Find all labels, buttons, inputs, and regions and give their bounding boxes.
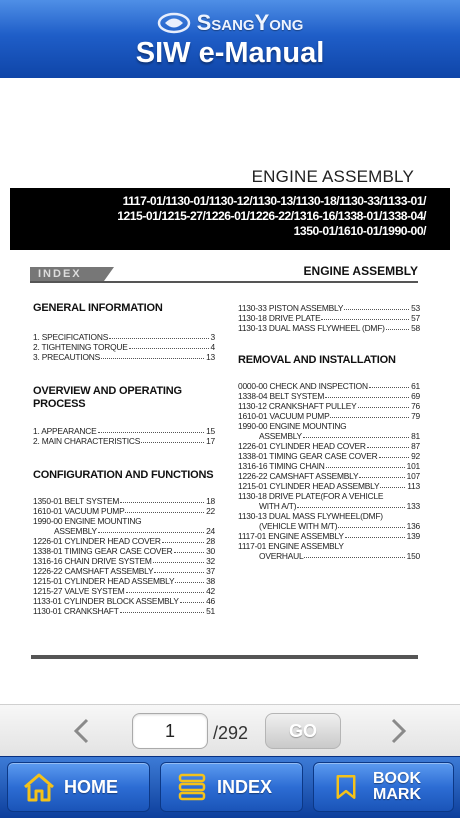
toc-entry-title: 1610-01 VACUUM PUMP — [33, 506, 125, 516]
toc-entry-page: 46 — [206, 596, 215, 606]
dot-leader — [153, 556, 204, 563]
divider — [30, 281, 418, 283]
toc-entry-title: 1990-00 ENGINE MOUNTING — [238, 421, 347, 431]
app-header — [0, 0, 460, 78]
chevron-right-icon[interactable] — [386, 717, 410, 745]
codes-line: 1117-01/1130-01/1130-12/1130-13/1130-18/1130-33/1133-01/ — [122, 194, 426, 208]
toc-entry[interactable] — [33, 516, 215, 526]
toc-entry-page: 92 — [411, 451, 420, 461]
toc-entry[interactable] — [238, 451, 420, 461]
dot-leader — [120, 606, 204, 613]
bottom-navigation — [0, 756, 460, 818]
toc-right-column — [238, 303, 420, 561]
chevron-left-icon[interactable] — [70, 717, 94, 745]
toc-entry-title: 2. MAIN CHARACTERISTICS — [33, 436, 141, 446]
toc-entry-page: 76 — [411, 401, 420, 411]
page-total: /292 — [213, 723, 249, 743]
divider — [31, 655, 418, 659]
toc-entry[interactable] — [238, 461, 420, 471]
toc-entry-page: 30 — [206, 546, 215, 556]
toc-left-column — [33, 302, 215, 616]
toc-entry[interactable] — [238, 531, 420, 541]
dot-leader — [141, 436, 204, 443]
toc-entry[interactable] — [238, 551, 420, 561]
dot-leader — [345, 531, 405, 538]
toc-entry-page: 15 — [206, 426, 215, 436]
toc-entry-title: 1130-18 DRIVE PLATE — [238, 313, 321, 323]
bookmark-label-line: BOOK — [373, 770, 421, 787]
toc-entry-page: 150 — [406, 551, 420, 561]
toc-entry-title: 1130-13 DUAL MASS FLYWHEEL(DMF) — [238, 511, 383, 521]
toc-entry-title: 1316-16 TIMING CHAIN — [238, 461, 325, 471]
codes-line: 1350-01/1610-01/1990-00/ — [293, 224, 426, 238]
dot-leader — [154, 566, 204, 573]
dot-leader — [380, 481, 405, 488]
dot-leader — [120, 496, 204, 503]
toc-entry[interactable] — [238, 471, 420, 481]
toc-entry[interactable] — [33, 596, 215, 606]
toc-entry-title: 1226-01 CYLINDER HEAD COVER — [238, 441, 366, 451]
toc-entry-title: ASSEMBLY — [259, 431, 302, 441]
dot-leader — [304, 551, 404, 558]
dot-leader — [358, 401, 410, 408]
dot-leader — [175, 576, 204, 583]
toc-entry-title: 1215-27 VALVE SYSTEM — [33, 586, 125, 596]
toc-entry-title: 1990-00 ENGINE MOUNTING — [33, 516, 142, 526]
app-title: SIW e-Manual — [135, 37, 325, 69]
toc-entry-title: 1316-16 CHAIN DRIVE SYSTEM — [33, 556, 152, 566]
toc-entry-page: 136 — [406, 521, 420, 531]
toc-entry-title: 0000-00 CHECK AND INSPECTION — [238, 381, 368, 391]
toc-entry-title: 1133-01 CYLINDER BLOCK ASSEMBLY — [33, 596, 179, 606]
dot-leader — [359, 471, 404, 478]
toc-entry-page: 107 — [406, 471, 420, 481]
bookmark-label — [372, 771, 422, 803]
home-button[interactable] — [7, 762, 150, 812]
toc-entry[interactable] — [238, 391, 420, 401]
toc-entry-title: 1338-01 TIMING GEAR CASE COVER — [33, 546, 173, 556]
toc-entry[interactable] — [238, 541, 420, 551]
section-title: OVERVIEW AND OPERATING PROCESS — [33, 385, 182, 410]
index-list-icon — [175, 770, 209, 804]
bookmark-icon — [332, 770, 360, 804]
home-icon — [22, 770, 56, 804]
toc-entry[interactable] — [33, 556, 215, 566]
toc-entry[interactable] — [33, 436, 215, 446]
toc-entry[interactable] — [33, 546, 215, 556]
document-title: ENGINE ASSEMBLY — [251, 167, 414, 186]
toc-entry-title: 1215-01 CYLINDER HEAD ASSEMBLY — [238, 481, 380, 491]
ssangyong-logo-icon — [157, 12, 191, 34]
toc-entry-page: 13 — [206, 352, 215, 362]
toc-entry[interactable] — [238, 491, 420, 501]
toc-entry-page: 79 — [411, 411, 420, 421]
toc-entry-title: 1338-04 BELT SYSTEM — [238, 391, 325, 401]
toc-entry[interactable] — [238, 411, 420, 421]
toc-entry-page: 113 — [407, 481, 420, 491]
toc-entry[interactable] — [33, 506, 215, 516]
toc-entry[interactable] — [238, 401, 420, 411]
toc-entry[interactable] — [33, 352, 215, 362]
toc-entry-page: 28 — [206, 536, 215, 546]
section-title: GENERAL INFORMATION — [33, 302, 163, 314]
dot-leader — [367, 441, 409, 448]
toc-entry-title: 1130-12 CRANKSHAFT PULLEY — [238, 401, 357, 411]
home-label: HOME — [64, 776, 118, 797]
toc-entry-title: 1610-01 VACUUM PUMP — [238, 411, 330, 421]
toc-entry[interactable] — [33, 606, 215, 616]
index-button[interactable] — [160, 762, 303, 812]
page-navigator — [0, 704, 460, 756]
toc-entry-title: 1117-01 ENGINE ASSEMBLY — [238, 541, 344, 551]
toc-entry-title: 1226-22 CAMSHAFT ASSEMBLY — [33, 566, 154, 576]
toc-entry-page: 22 — [206, 506, 215, 516]
toc-entry[interactable] — [238, 431, 420, 441]
toc-entry-title: 3. PRECAUTIONS — [33, 352, 101, 362]
toc-entry-page: 61 — [411, 381, 420, 391]
toc-entry[interactable] — [33, 586, 215, 596]
dot-leader — [126, 586, 204, 593]
toc-entry-title: (VEHICLE WITH M/T) — [259, 521, 338, 531]
toc-entry-title: 1226-01 CYLINDER HEAD COVER — [33, 536, 161, 546]
codes-line: 1215-01/1215-27/1226-01/1226-22/1316-16/1338-01/1338-04/ — [117, 209, 426, 223]
section-title: CONFIGURATION AND FUNCTIONS — [33, 469, 214, 481]
toc-entry-page: 133 — [406, 501, 420, 511]
toc-entry-title: 1215-01 CYLINDER HEAD ASSEMBLY — [33, 576, 175, 586]
toc-entry-title: 2. TIGHTENING TORQUE — [33, 342, 128, 352]
toc-entry-page: 51 — [206, 606, 215, 616]
index-label: INDEX — [217, 776, 273, 797]
toc-entry[interactable] — [238, 511, 420, 521]
toc-entry[interactable] — [238, 381, 420, 391]
toc-entry-page: 17 — [206, 436, 215, 446]
dot-leader — [338, 521, 404, 528]
toc-entry-title: 1117-01 ENGINE ASSEMBLY — [238, 531, 344, 541]
toc-entry[interactable] — [33, 566, 215, 576]
toc-entry[interactable] — [33, 496, 215, 506]
toc-entry-page: 139 — [406, 531, 420, 541]
index-tab: INDEX — [30, 267, 104, 281]
dot-leader — [109, 332, 208, 339]
dot-leader — [325, 391, 409, 398]
dot-leader — [98, 426, 205, 433]
toc-entry-title: 1338-01 TIMING GEAR CASE COVER — [238, 451, 378, 461]
index-heading: ENGINE ASSEMBLY — [303, 264, 418, 278]
bookmark-label-line: MARK — [373, 786, 421, 803]
toc-entry-page: 24 — [206, 526, 215, 536]
dot-leader — [321, 313, 409, 320]
toc-entry-title: ASSEMBLY — [54, 526, 97, 536]
toc-entry[interactable] — [33, 576, 215, 586]
toc-entry-title: 1. APPEARANCE — [33, 426, 97, 436]
toc-entry-title: 1350-01 BELT SYSTEM — [33, 496, 120, 506]
toc-entry[interactable] — [33, 342, 215, 352]
dot-leader — [129, 342, 209, 349]
toc-entry-title: 1226-22 CAMSHAFT ASSEMBLY — [238, 471, 359, 481]
toc-entry-page: 3 — [210, 332, 215, 342]
toc-entry[interactable] — [238, 501, 420, 511]
dot-leader — [297, 501, 404, 508]
toc-entry[interactable] — [33, 526, 215, 536]
brand — [0, 9, 460, 37]
toc-entry-page: 81 — [411, 431, 420, 441]
dot-leader — [369, 381, 409, 388]
toc-entry-page: 58 — [411, 323, 420, 333]
toc-entry[interactable] — [33, 332, 215, 342]
toc-entry-title: WITH A/T) — [259, 501, 297, 511]
section-title: REMOVAL AND INSTALLATION — [238, 354, 396, 366]
toc-entry[interactable] — [238, 421, 420, 431]
toc-entry-title: OVERHAUL — [259, 551, 304, 561]
toc-entry-page: 42 — [206, 586, 215, 596]
toc-entry[interactable] — [238, 481, 420, 491]
toc-entry-title: 1130-33 PISTON ASSEMBLY — [238, 303, 344, 313]
toc-entry[interactable] — [33, 426, 215, 436]
toc-entry[interactable] — [33, 536, 215, 546]
toc-entry-page: 87 — [411, 441, 420, 451]
toc-entry[interactable] — [238, 441, 420, 451]
toc-entry-title: 1130-18 DRIVE PLATE(FOR A VEHICLE — [238, 491, 384, 501]
toc-entry[interactable] — [238, 323, 420, 333]
dot-leader — [330, 411, 409, 418]
toc-entry-page: 4 — [210, 342, 215, 352]
toc-entry-title: 1130-13 DUAL MASS FLYWHEEL (DMF) — [238, 323, 385, 333]
dot-leader — [303, 431, 409, 438]
dot-leader — [386, 323, 409, 330]
manual-page[interactable] — [10, 78, 450, 704]
toc-entry-page: 18 — [206, 496, 215, 506]
go-button[interactable]: GO — [265, 713, 341, 749]
dot-leader — [326, 461, 405, 468]
dot-leader — [162, 536, 204, 543]
dot-leader — [379, 451, 410, 458]
dot-leader — [344, 303, 409, 310]
toc-entry[interactable] — [238, 313, 420, 323]
toc-entry-page: 57 — [411, 313, 420, 323]
brand-name: SsangYong — [196, 10, 304, 35]
component-codes-bar — [10, 188, 450, 250]
dot-leader — [174, 546, 205, 553]
toc-entry[interactable] — [238, 521, 420, 531]
dot-leader — [98, 526, 204, 533]
toc-entry-title: 1130-01 CRANKSHAFT — [33, 606, 119, 616]
toc-entry-page: 69 — [411, 391, 420, 401]
bookmark-button[interactable] — [313, 762, 454, 812]
toc-entry-page: 32 — [206, 556, 215, 566]
toc-entry-page: 53 — [411, 303, 420, 313]
toc-entry-title: 1. SPECIFICATIONS — [33, 332, 109, 342]
toc-entry[interactable] — [238, 303, 420, 313]
dot-leader — [125, 506, 204, 513]
toc-entry-page: 37 — [206, 566, 215, 576]
dot-leader — [101, 352, 204, 359]
toc-entry-page: 38 — [206, 576, 215, 586]
dot-leader — [180, 596, 204, 603]
page-number-input[interactable] — [132, 713, 208, 749]
toc-entry-page: 101 — [406, 461, 420, 471]
